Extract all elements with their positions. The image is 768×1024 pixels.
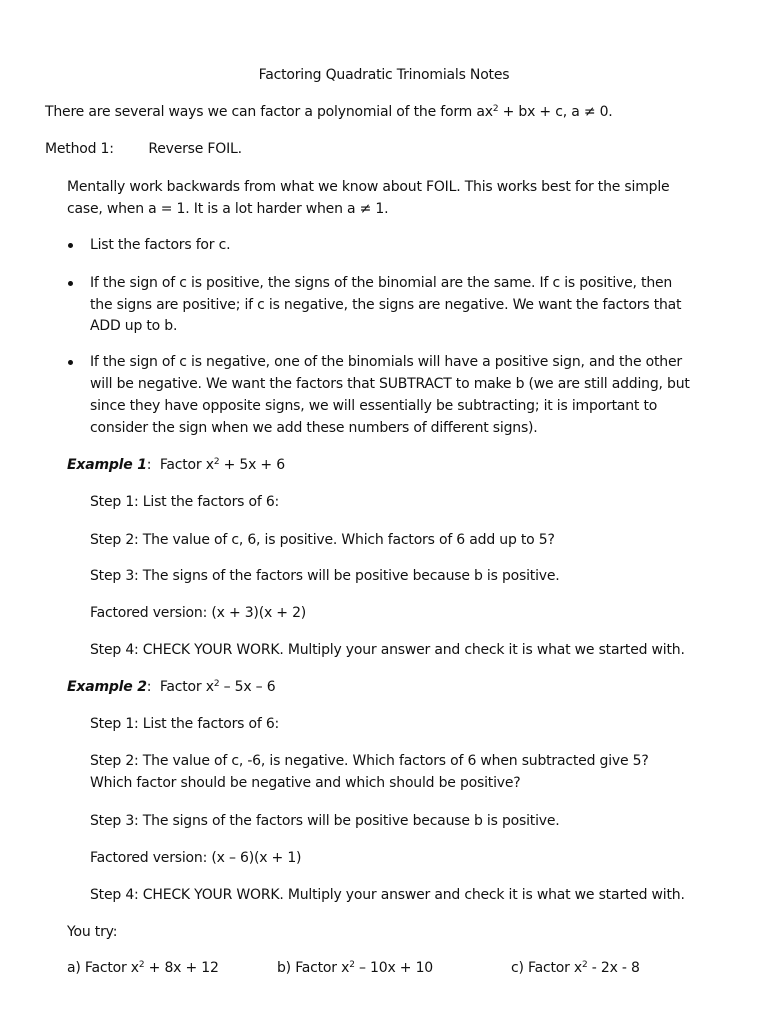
example-1-prefix: Factor x — [159, 457, 214, 473]
example-2-step-2-line-1: Step 2: The value of c, -6, is negative. Which factors of 6 when subtracted give 5? — [90, 753, 649, 769]
method-label: Method 1: — [45, 141, 114, 157]
you-try-b — [277, 958, 433, 979]
paragraph-line-2: case, when a = 1. It is a lot harder when a ≠ 1. — [67, 201, 389, 217]
example-2-exponent: 2 — [213, 679, 220, 689]
example-2-label: Example 2 — [67, 679, 147, 695]
example-1-step-4: Step 4: CHECK YOUR WORK. Multiply your answer and check it is what we started with. — [90, 642, 685, 658]
method-name: Reverse FOIL. — [148, 141, 242, 157]
intro-exponent: 2 — [492, 104, 499, 114]
bullet-2-line-1: If the sign of c is positive, the signs of the binomial are the same. If c is positive, then — [90, 275, 673, 291]
bullet-2-line-2: the signs are positive; if c is negative, the signs are negative. We want the factors that — [90, 297, 682, 313]
example-1-step-2: Step 2: The value of c, 6, is positive. Which factors of 6 add up to 5? — [90, 532, 555, 548]
you-try-c-suffix: - 2x - 8 — [587, 960, 640, 976]
bullet-3-line-2: will be negative. We want the factors that SUBTRACT to make b (we are still adding, but — [90, 376, 690, 392]
bullet-2-dot — [68, 281, 73, 286]
you-try-a — [67, 958, 219, 979]
page-title: Factoring Quadratic Trinomials Notes — [258, 67, 510, 83]
you-try-a-prefix: a) Factor x — [67, 960, 139, 976]
intro-after: + bx + c, a ≠ 0. — [498, 104, 613, 120]
example-2-step-1: Step 1: List the factors of 6: — [90, 716, 280, 732]
bullet-3-line-1: If the sign of c is negative, one of the binomials will have a positive sign, and the other — [90, 354, 682, 370]
you-try-b-exponent: 2 — [349, 960, 355, 970]
bullet-2-line-3: ADD up to b. — [90, 318, 178, 334]
you-try-a-suffix: + 8x + 12 — [144, 960, 219, 976]
you-try-b-suffix: – 10x + 10 — [354, 960, 433, 976]
example-1-step-3: Step 3: The signs of the factors will be positive because b is positive. — [90, 568, 560, 584]
example-1-suffix: + 5x + 6 — [219, 457, 285, 473]
example-2-prefix: Factor x — [159, 679, 214, 695]
bullet-1-line-1: List the factors for c. — [90, 237, 231, 253]
you-try-label: You try: — [67, 924, 118, 940]
you-try-c-exponent: 2 — [582, 960, 588, 970]
you-try-b-prefix: b) Factor x — [277, 960, 350, 976]
you-try-a-exponent: 2 — [138, 960, 145, 970]
example-1-label: Example 1 — [67, 457, 147, 473]
example-2-step-2-line-2: Which factor should be negative and which should be positive? — [90, 775, 521, 791]
example-2-heading — [67, 677, 275, 698]
bullet-3-dot — [68, 360, 73, 365]
example-1-exponent: 2 — [213, 457, 220, 467]
bullet-3-line-3: since they have opposite signs, we will essentially be subtracting; it is important to — [90, 398, 658, 414]
you-try-c — [511, 958, 640, 979]
example-2-suffix: – 5x – 6 — [219, 679, 276, 695]
example-2-step-4: Step 4: CHECK YOUR WORK. Multiply your answer and check it is what we started with. — [90, 887, 685, 903]
bullet-1-dot — [68, 243, 73, 248]
bullet-3-line-4: consider the sign when we add these numbers of different signs). — [90, 420, 538, 436]
intro-before: There are several ways we can factor a polynomial of the form ax — [45, 104, 493, 120]
method-heading — [45, 139, 242, 160]
example-1-colon: : — [146, 457, 152, 473]
example-1-step-1: Step 1: List the factors of 6: — [90, 494, 280, 510]
example-2-colon: : — [146, 679, 152, 695]
intro-text — [45, 102, 613, 123]
example-2-step-3: Step 3: The signs of the factors will be positive because b is positive. — [90, 813, 560, 829]
example-1-factored: Factored version: (x + 3)(x + 2) — [90, 605, 307, 621]
paragraph-line-1: Mentally work backwards from what we know about FOIL. This works best for the simple — [67, 179, 670, 195]
example-1-heading — [67, 455, 285, 476]
example-2-factored: Factored version: (x – 6)(x + 1) — [90, 850, 302, 866]
you-try-c-prefix: c) Factor x — [511, 960, 582, 976]
